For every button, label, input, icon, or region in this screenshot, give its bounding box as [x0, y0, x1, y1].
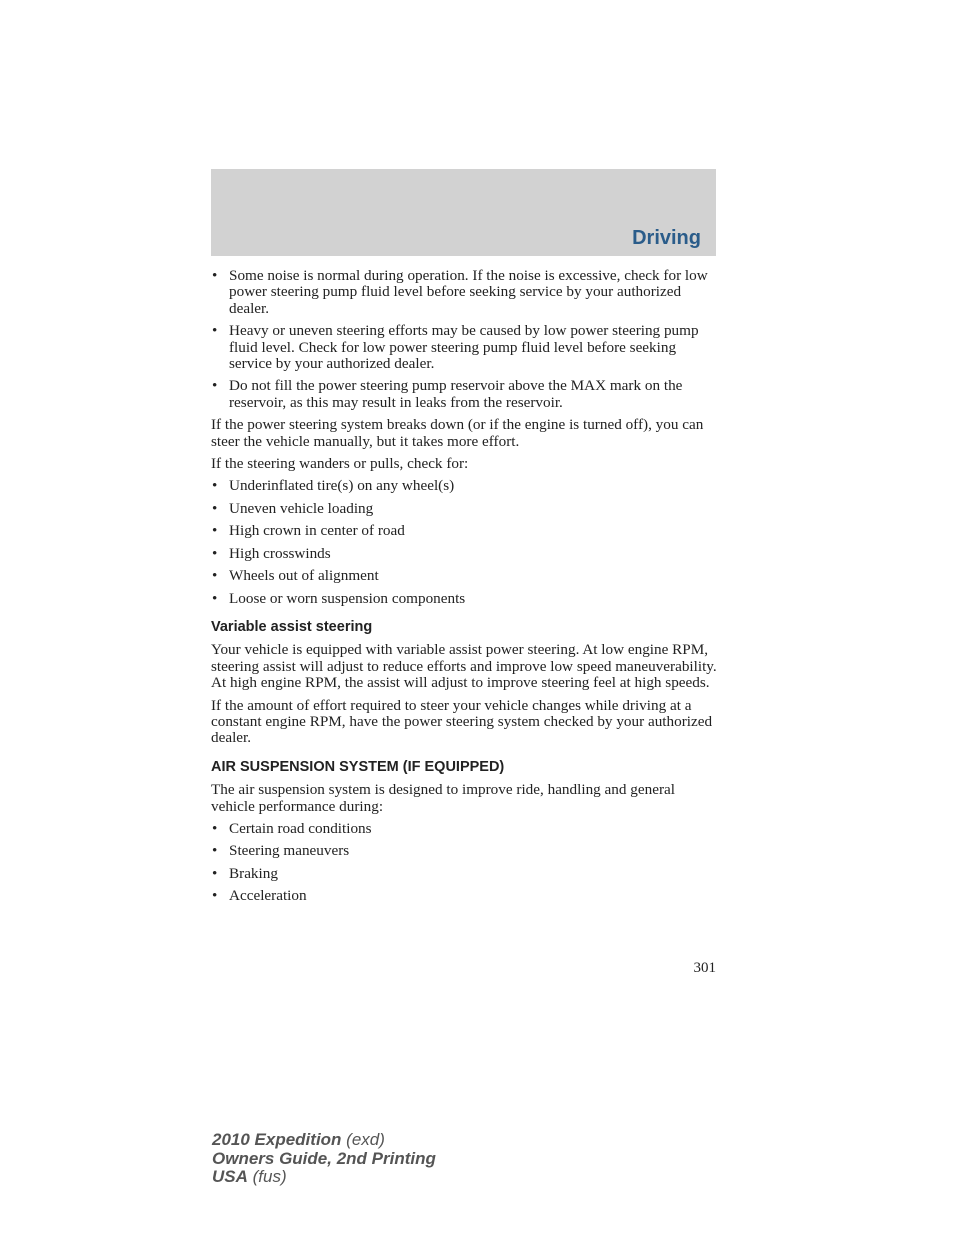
page-number: 301 — [693, 960, 716, 976]
list-item: • Wheels out of alignment — [211, 568, 717, 584]
list-item: • Loose or worn suspension components — [211, 591, 717, 607]
heading-air-suspension: AIR SUSPENSION SYSTEM (IF EQUIPPED) — [211, 758, 505, 775]
page-content — [211, 268, 717, 905]
performance-list — [211, 821, 717, 905]
check-for-list — [211, 478, 717, 606]
list-item: • Do not fill the power steering pump reservoir above the MAX mark on the reservoir, as this may result in leaks from the reservoir. — [211, 378, 717, 411]
list-item: • Steering maneuvers — [211, 843, 717, 859]
paragraph-variable-2: If the amount of effort required to steer your vehicle changes while driving at a constant engine RPM, have the power steering system checked by your authorized dealer. — [211, 696, 713, 747]
paragraph-wanders: If the steering wanders or pulls, check for: — [211, 455, 469, 473]
footer-market: USA — [212, 1167, 248, 1186]
footer-model-code: (exd) — [346, 1130, 385, 1149]
heading-variable-assist: Variable assist steering — [211, 618, 373, 635]
list-item: • High crosswinds — [211, 546, 717, 562]
footer-edition-info — [212, 1131, 436, 1187]
footer-line-market — [212, 1168, 436, 1187]
paragraph-breakdown: If the power steering system breaks down (or if the engine is turned off), you can steer the vehicle manually, but it takes more effort. — [211, 416, 704, 450]
section-header-bar — [211, 169, 716, 256]
paragraph-variable-1: Your vehicle is equipped with variable assist power steering. At low engine RPM, steering assist will adjust to reduce efforts and improve low speed maneuverability. At high engine RPM, the assist will adjust to improve steering feel at high speeds. — [211, 641, 717, 692]
list-item: • Braking — [211, 866, 717, 882]
paragraph-air-suspension: The air suspension system is designed to improve ride, handling and general vehicle performance during: — [211, 781, 675, 815]
footer-model: 2010 Expedition — [212, 1130, 342, 1149]
footer-market-code: (fus) — [252, 1167, 287, 1186]
list-item: • Heavy or uneven steering efforts may be caused by low power steering pump fluid level. Check for low power steering pump fluid level before seeking service by your authorized dealer. — [211, 323, 717, 372]
footer-line-printing — [212, 1150, 436, 1169]
list-item: • Some noise is normal during operation. If the noise is excessive, check for low power steering pump fluid level before seeking service by your authorized dealer. — [211, 268, 717, 317]
footer-printing: Owners Guide, 2nd Printing — [212, 1148, 436, 1168]
list-item: • Certain road conditions — [211, 821, 717, 837]
list-item: • Uneven vehicle loading — [211, 501, 717, 517]
steering-service-list — [211, 268, 717, 411]
section-title: Driving — [632, 227, 701, 249]
list-item: • Acceleration — [211, 888, 717, 904]
list-item: • Underinflated tire(s) on any wheel(s) — [211, 478, 717, 494]
list-item: • High crown in center of road — [211, 523, 717, 539]
footer-line-model — [212, 1131, 436, 1150]
